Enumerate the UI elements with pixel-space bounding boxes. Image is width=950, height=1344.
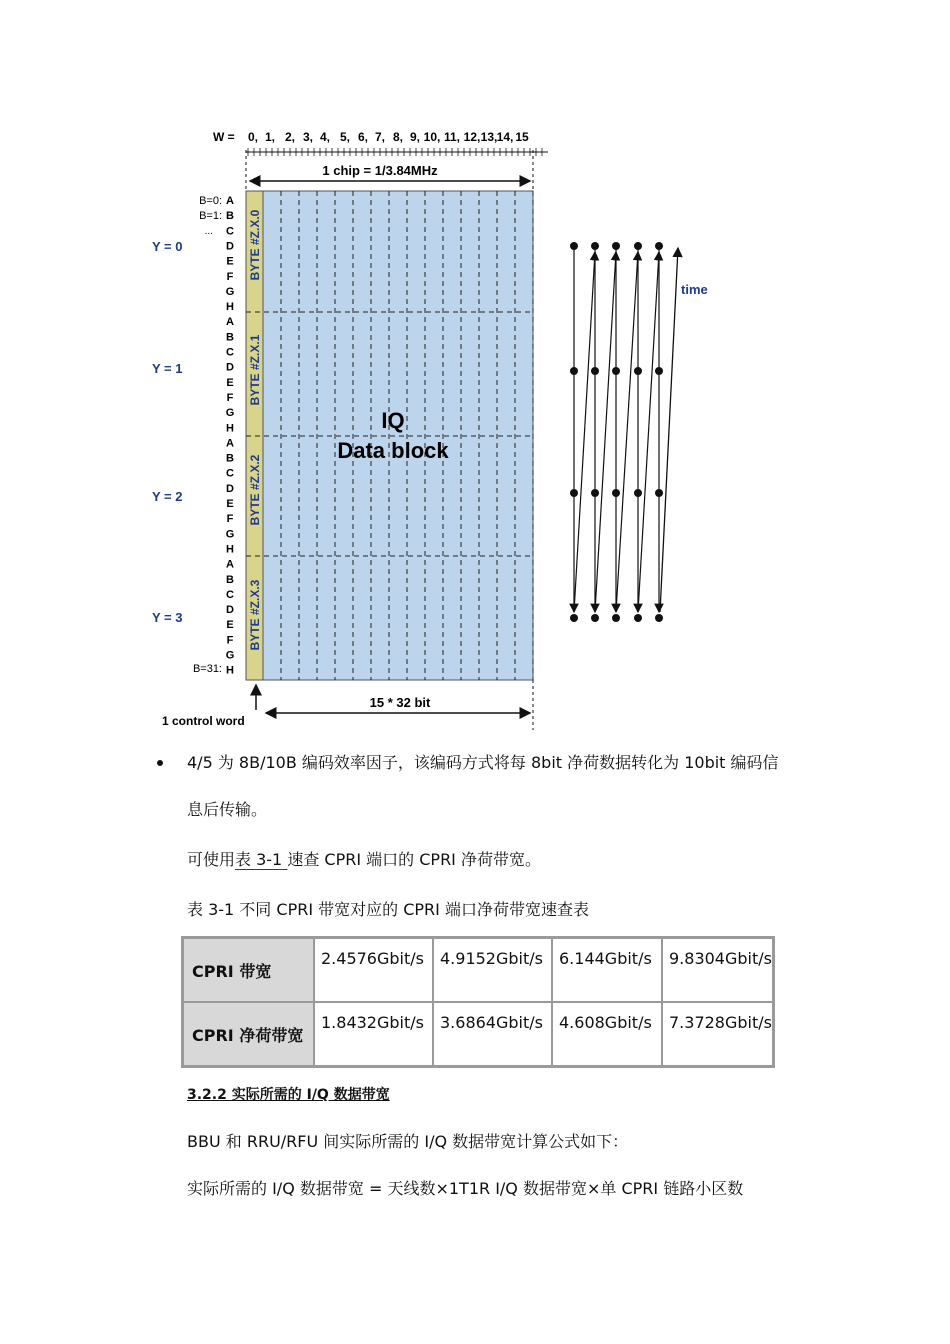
table-crossref-link[interactable]: 表 3-1 [235, 850, 288, 869]
row-header: CPRI 带宽 [183, 938, 314, 1002]
chip-span-label: 1 chip = 1/3.84MHz [322, 163, 438, 178]
table-cell: 6.144Gbit/s [552, 938, 662, 1002]
byte-label-0: BYTE #Z.X.0 [248, 209, 262, 281]
table-row [183, 1002, 773, 1066]
table-caption: 表 3-1 不同 CPRI 带宽对应的 CPRI 端口净荷带宽速查表 [187, 900, 589, 919]
bit-row-letter: D [226, 482, 234, 495]
bit-row-letter: A [226, 558, 234, 571]
table-cell: 9.8304Gbit/s [662, 938, 773, 1002]
time-label: time [681, 282, 708, 297]
bit-row-letter: D [226, 240, 234, 253]
w-tick-label: 3, [302, 130, 314, 144]
bit-row-letter: E [226, 255, 234, 268]
table-cell: 1.8432Gbit/s [314, 1002, 433, 1066]
bit-row-letter: C [226, 467, 234, 480]
w-tick-label: 14, [496, 130, 514, 144]
bit-row-letter: F [226, 634, 234, 647]
y-label-3: Y = 3 [152, 610, 183, 625]
table-cell: 4.608Gbit/s [552, 1002, 662, 1066]
transmission-order-diagram [570, 242, 663, 622]
table-cell: 2.4576Gbit/s [314, 938, 433, 1002]
bandwidth-table [181, 936, 775, 1068]
w-tick-label: 13, [480, 130, 498, 144]
w-axis-label: W = [213, 130, 235, 144]
bit-row-letter: C [226, 588, 234, 601]
bit-row-letter: B [226, 573, 234, 586]
section-heading: 3.2.2 实际所需的 I/Q 数据带宽 [187, 1087, 390, 1103]
usage-paragraph [187, 850, 541, 870]
w-tick-label: 11, [443, 130, 461, 144]
usage-prefix: 可使用 [187, 850, 236, 869]
bit-row-letter: A [226, 437, 234, 450]
control-word-label: 1 control word [162, 714, 245, 728]
y-label-2: Y = 2 [152, 489, 183, 504]
bullet-dot [157, 760, 163, 766]
iq-block-title-2: Data block [337, 438, 449, 463]
y-label-1: Y = 1 [152, 361, 183, 376]
table-cell: 7.3728Gbit/s [662, 1002, 773, 1066]
bit-row-letter: E [226, 498, 234, 510]
table-row [183, 938, 773, 1002]
w-tick-label: 15 [515, 130, 529, 144]
bit-row-letter: B [226, 210, 234, 223]
row-header: CPRI 净荷带宽 [183, 1002, 314, 1066]
bit-row-letter: A [226, 195, 234, 207]
byte-label-2: BYTE #Z.X.2 [248, 454, 262, 526]
b-label-1: B=1: [199, 210, 222, 222]
y-label-0: Y = 0 [152, 239, 183, 254]
bit-row-letter: H [226, 422, 234, 435]
body-line1: BBU 和 RRU/RFU 间实际所需的 I/Q 数据带宽计算公式如下： [187, 1132, 629, 1151]
bit-row-letter: E [226, 376, 234, 389]
w-tick-label: 2, [284, 130, 296, 144]
w-tick-label: 4, [319, 130, 331, 144]
bit-row-letter: B [226, 452, 234, 465]
byte-label-3: BYTE #Z.X.3 [248, 579, 262, 651]
bit-row-letter: C [226, 225, 234, 238]
w-tick-label: 6, [357, 130, 369, 144]
bit-row-letter: F [226, 513, 234, 526]
bit-row-letter: E [226, 619, 234, 632]
bit-row-letter: H [226, 301, 234, 314]
bit-row-letter: A [226, 316, 234, 329]
formula-line: 实际所需的 I/Q 数据带宽 = 天线数×1T1R I/Q 数据带宽×单 CPRI 链路小区数 [187, 1179, 744, 1198]
bit-row-letter: H [226, 664, 234, 677]
bit-row-letter: H [226, 543, 234, 556]
bit-row-letter: F [226, 270, 234, 283]
w-tick-label: 9, [409, 130, 421, 144]
usage-suffix: 速查 CPRI 端口的 CPRI 净荷带宽。 [287, 850, 541, 869]
bit-row-letter: G [225, 407, 235, 420]
b-label-0: B=0: [199, 195, 222, 207]
w-tick-label: 7, [374, 130, 386, 144]
time-arrow [660, 248, 678, 612]
bit-row-letter: C [226, 346, 234, 359]
bit-row-letter: G [225, 285, 235, 298]
w-tick-label: 1, [264, 130, 276, 144]
bit-row-letter: F [226, 391, 234, 404]
byte-label-1: BYTE #Z.X.1 [248, 334, 262, 406]
bottom-span-label: 15 * 32 bit [369, 695, 431, 710]
w-tick-label: 5, [339, 130, 351, 144]
table-cell: 4.9152Gbit/s [433, 938, 552, 1002]
bullet-text-line1: 4/5 为 8B/10B 编码效率因子，该编码方式将每 8bit 净荷数据转化为 10bit 编码信 [187, 753, 779, 772]
bullet-text-line2: 息后传输。 [187, 800, 268, 819]
bit-row-letter: D [226, 361, 234, 374]
bit-row-letter: G [225, 649, 235, 662]
w-tick-label: 0, [247, 130, 259, 144]
w-tick-label: 12, [463, 130, 481, 144]
bit-row-letter: B [226, 331, 234, 344]
w-tick-label: 8, [392, 130, 404, 144]
bit-row-letter: G [225, 528, 235, 541]
b-label-31: B=31: [192, 663, 222, 675]
w-tick-label: 10, [423, 130, 441, 144]
iq-block-title-1: IQ [381, 408, 405, 433]
table-cell: 3.6864Gbit/s [433, 1002, 552, 1066]
bit-row-letter: D [226, 604, 234, 617]
b-label-ellipsis: ... [204, 226, 213, 237]
